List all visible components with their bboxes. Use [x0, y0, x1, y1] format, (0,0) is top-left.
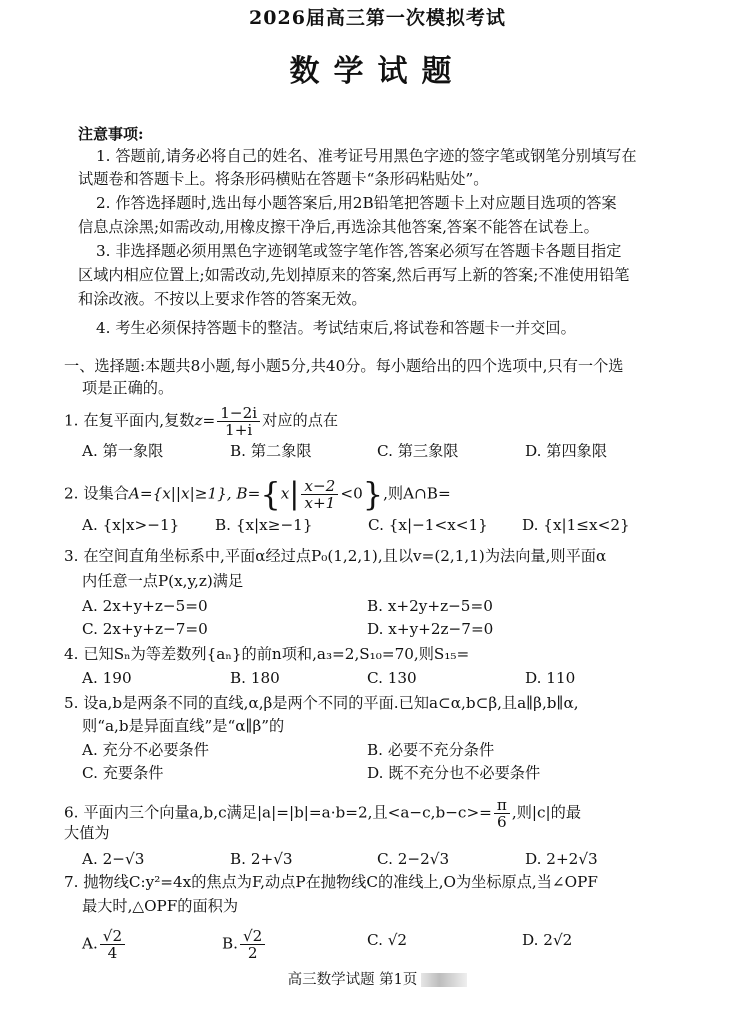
q2-brace-close: }	[362, 475, 384, 514]
q1-option-d: D. 第四象限	[525, 442, 608, 460]
smudge-mark	[421, 973, 467, 987]
q6-option-a: A. 2−√3	[82, 850, 145, 868]
q2-brace-open: {	[260, 475, 281, 514]
q2-suffix: ,则A∩B=	[383, 484, 451, 503]
q2-fraction	[301, 478, 338, 511]
q7-option-b-label: B.	[222, 934, 238, 953]
notice-item-3-line-3: 和涂改液。不按以上要求作答的答案无效。	[78, 290, 367, 308]
question-7-line-2: 最大时,△OPF的面积为	[82, 897, 239, 915]
q7-option-a	[82, 928, 127, 961]
q6-option-b: B. 2+√3	[230, 850, 293, 868]
q4-option-d: D. 110	[525, 669, 576, 687]
q2-denominator: x+1	[304, 494, 336, 512]
notice-item-1-line-2: 试题卷和答题卡上。将条形码横贴在答题卡“条形码粘贴处”。	[78, 170, 489, 188]
q2-lt: <0	[340, 484, 363, 503]
question-7-line-1: 7. 抛物线C:y²=4x的焦点为F,动点P在抛物线C的准线上,O为坐标原点,当∠OPF	[64, 873, 598, 891]
q4-option-b: B. 180	[230, 669, 280, 687]
q2-option-b: B. {x|x≥−1}	[215, 516, 313, 534]
q1-prefix: 1. 在复平面内,复数	[64, 411, 195, 430]
q2-option-c: C. {x|−1<x<1}	[368, 516, 488, 534]
q1-suffix: 对应的点在	[262, 411, 339, 430]
notice-item-3-line-1: 3. 非选择题必须用黑色字迹钢笔或签字笔作答,答案必须写在答题卡各题目指定	[96, 242, 622, 260]
question-5-line-2: 则“a,b是异面直线”是“α∥β”的	[82, 717, 285, 735]
q6-option-d: D. 2+2√3	[525, 850, 598, 868]
q2-option-a: A. {x|x>−1}	[82, 516, 180, 534]
q1-option-a: A. 第一象限	[82, 442, 164, 460]
q4-option-a: A. 190	[82, 669, 132, 687]
q5-option-c: C. 充要条件	[82, 764, 164, 782]
question-2	[64, 475, 451, 514]
subject-title: 数学试题	[289, 54, 466, 89]
question-4: 4. 已知Sₙ为等差数列{aₙ}的前n项和,a₃=2,S₁₀=70,则S₁₅=	[64, 645, 470, 663]
question-6-line-2: 大值为	[64, 824, 110, 842]
q7-option-b-denominator: 2	[247, 944, 258, 962]
q7-option-c: C. √2	[367, 931, 408, 949]
notice-item-1-line-1: 1. 答题前,请务必将自己的姓名、准考证号用黑色字迹的签字笔或钢笔分别填写在	[96, 147, 637, 165]
section-1-heading-cont: 项是正确的。	[82, 379, 174, 397]
q3-option-b: B. x+2y+z−5=0	[367, 597, 493, 615]
question-1	[64, 405, 338, 438]
question-3-line-2: 内任意一点P(x,y,z)满足	[82, 572, 244, 590]
footer-text: 高三数学试题 第1页	[287, 972, 418, 988]
q7-option-a-numerator: √2	[100, 928, 125, 945]
q2-option-d: D. {x|1≤x<2}	[522, 516, 630, 534]
q6-numerator: π	[494, 797, 510, 814]
q1-denominator: 1+i	[225, 421, 253, 439]
q5-option-d: D. 既不充分也不必要条件	[367, 764, 541, 782]
q6-denominator: 6	[497, 813, 507, 831]
q7-option-a-fraction	[100, 928, 125, 961]
q7-option-b-numerator: √2	[240, 928, 265, 945]
q6-prefix: 6. 平面内三个向量a,b,c满足|a|=|b|=a·b=2,且<a−c,b−c>=	[64, 803, 492, 822]
q2-set-a: A={x||x|≥1}, B=	[128, 484, 261, 503]
q2-numerator: x−2	[301, 478, 338, 495]
q6-option-c: C. 2−2√3	[377, 850, 450, 868]
q5-option-b: B. 必要不充分条件	[367, 741, 495, 759]
q2-inner-x: x	[280, 484, 290, 503]
page-footer	[0, 970, 755, 990]
exam-title: 2026届高三第一次模拟考试	[249, 7, 506, 29]
q6-suffix: ,则|c|的最	[511, 803, 582, 822]
q1-option-b: B. 第二象限	[230, 442, 312, 460]
notice-item-3-line-2: 区域内相应位置上;如需改动,先划掉原来的答案,然后再写上新的答案;不准使用铅笔	[78, 266, 630, 284]
question-5-line-1: 5. 设a,b是两条不同的直线,α,β是两个不同的平面.已知a⊂α,b⊂β,且a∥β,b∥α,	[64, 694, 579, 712]
question-6	[64, 797, 581, 830]
section-1-heading: 一、选择题:本题共8小题,每小题5分,共40分。每小题给出的四个选项中,只有一个选	[64, 357, 624, 375]
q7-option-b-fraction	[240, 928, 265, 961]
q3-option-a: A. 2x+y+z−5=0	[82, 597, 208, 615]
q6-fraction	[494, 797, 510, 830]
notice-item-2-line-1: 2. 作答选择题时,选出每小题答案后,用2B铅笔把答题卡上对应题目选项的答案	[96, 194, 617, 212]
q7-option-b	[222, 928, 267, 961]
q3-option-d: D. x+y+2z−7=0	[367, 620, 494, 638]
q2-bar: |	[289, 476, 300, 512]
q4-option-c: C. 130	[367, 669, 417, 687]
q1-var: z=	[194, 411, 216, 430]
q3-option-c: C. 2x+y+z−7=0	[82, 620, 208, 638]
notice-heading: 注意事项:	[78, 125, 144, 143]
notice-item-4: 4. 考生必须保持答题卡的整洁。考试结束后,将试卷和答题卡一并交回。	[96, 319, 576, 337]
q1-fraction	[217, 405, 260, 438]
q2-prefix: 2. 设集合	[64, 484, 129, 503]
q7-option-a-denominator: 4	[107, 944, 118, 962]
q7-option-a-label: A.	[82, 934, 98, 953]
question-3-line-1: 3. 在空间直角坐标系中,平面α经过点P₀(1,2,1),且以v=(2,1,1)为法向量,则平面α	[64, 547, 607, 565]
notice-item-2-line-2: 信息点涂黑;如需改动,用橡皮擦干净后,再选涂其他答案,答案不能答在试卷上。	[78, 218, 599, 236]
q5-option-a: A. 充分不必要条件	[82, 741, 209, 759]
q7-option-d: D. 2√2	[522, 931, 573, 949]
q1-numerator: 1−2i	[217, 405, 260, 422]
q1-option-c: C. 第三象限	[377, 442, 459, 460]
